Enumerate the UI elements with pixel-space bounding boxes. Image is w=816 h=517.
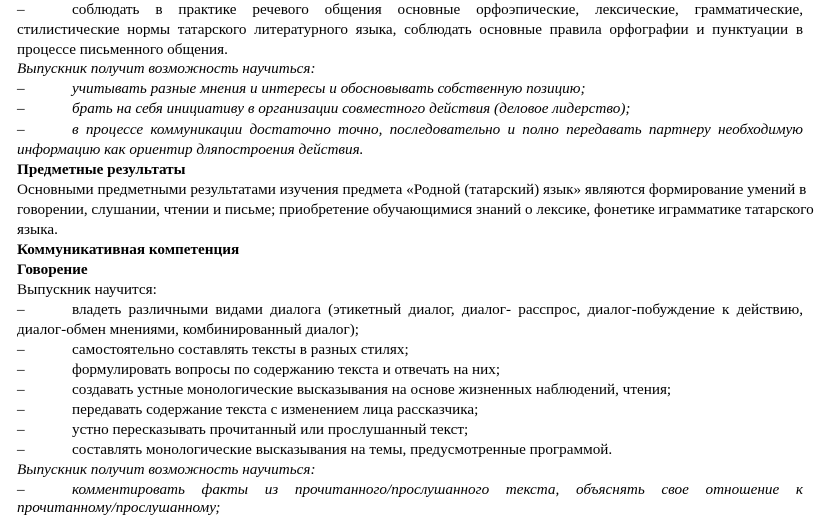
list-dash: – [17,341,25,358]
list-dash: – [17,421,25,438]
paragraph-line: прочитанному/прослушанному; [17,499,221,516]
list-item-text: в процессе коммуникации достаточно точно, последовательно и полно передавать партнеру необходимую [72,121,803,138]
list-item-text: комментировать факты из прочитанного/прослушанного текста, объяснять свое отношение к [72,481,803,498]
list-dash: – [17,121,25,138]
list-dash: – [17,441,25,458]
list-item-text: учитывать разные мнения и интересы и обосновывать собственную позицию; [72,80,586,97]
list-item-text: создавать устные монологические высказывания на основе жизненных наблюдений, чтения; [72,381,672,398]
list-item-text: владеть различными видами диалога (этикетный диалог, диалог- расспрос, диалог-побуждение к действию, [72,301,803,318]
list-item-text: брать на себя инициативу в организации совместного действия (деловое лидерство); [72,100,631,117]
subheading-italic: Выпускник получит возможность научиться: [17,60,316,77]
list-dash: – [17,481,25,498]
paragraph-line: говорении, слушании, чтении и письме; приобретение обучающимися знаний о лексике, фонетике играмматике татарского [17,201,814,218]
list-dash: – [17,1,25,18]
section-heading: Предметные результаты [17,161,186,178]
paragraph-line: диалог-обмен мнениями, комбинированный диалог); [17,321,360,338]
paragraph-line: языка. [17,221,58,238]
section-heading: Говорение [17,261,88,278]
list-item-text: формулировать вопросы по содержанию текста и отвечать на них; [72,361,501,378]
section-heading: Коммуникативная компетенция [17,241,240,258]
list-dash: – [17,381,25,398]
list-item-text: устно пересказывать прочитанный или прослушанный текст; [72,421,469,438]
list-dash: – [17,401,25,418]
paragraph-line: информацию как ориентир дляпостроения действия. [17,141,364,158]
paragraph-line: Основными предметными результатами изучения предмета «Родной (татарский) язык» являются формирование умений в [17,181,807,198]
list-item-text: самостоятельно составлять тексты в разных стилях; [72,341,409,358]
paragraph-line: процессе письменного общения. [17,41,228,58]
list-item-text: соблюдать в практике речевого общения основные орфоэпические, лексические, грамматические, [72,1,803,18]
list-item-text: составлять монологические высказывания на темы, предусмотренные программой. [72,441,613,458]
subheading-italic: Выпускник получит возможность научиться: [17,461,316,478]
list-dash: – [17,361,25,378]
list-dash: – [17,80,25,97]
list-dash: – [17,100,25,117]
paragraph-line: стилистические нормы татарского литературного языка, соблюдать основные правила орфографии и пунктуации в [17,21,803,38]
paragraph-line: Выпускник научится: [17,281,157,298]
list-item-text: передавать содержание текста с изменением лица рассказчика; [72,401,479,418]
list-dash: – [17,301,25,318]
